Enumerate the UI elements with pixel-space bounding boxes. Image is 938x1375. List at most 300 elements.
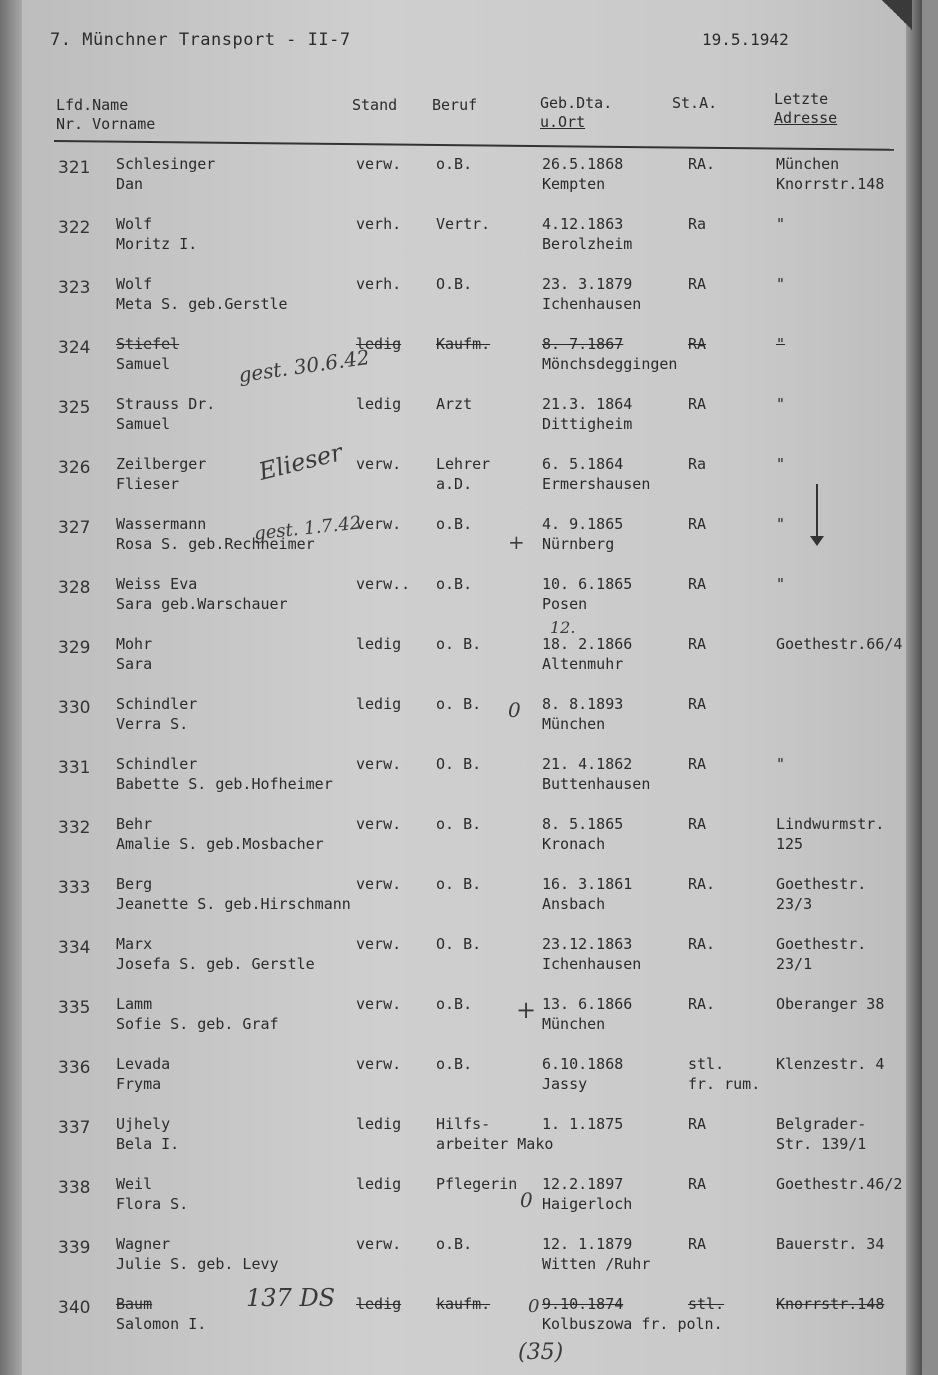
birth-date: 23. 3.1879 xyxy=(542,275,633,293)
handwritten-circle-340: 0 xyxy=(528,1296,540,1317)
occupation xyxy=(436,994,472,1014)
lfd-nr: 339 xyxy=(58,1238,91,1258)
stand-value: verw. xyxy=(356,995,402,1013)
citizenship: RA xyxy=(688,695,707,713)
beruf-value: O. B. xyxy=(436,935,482,953)
birth-place: Kolbuszowa fr. poln. xyxy=(542,1315,723,1333)
occupation xyxy=(436,874,481,894)
surname: Wolf xyxy=(116,215,153,233)
table-row xyxy=(22,212,922,272)
occupation xyxy=(436,1174,517,1194)
surname: Marx xyxy=(116,935,153,953)
table-row xyxy=(22,332,922,392)
surname: Baum xyxy=(116,1295,153,1313)
birth-date: 12.2.1897 xyxy=(542,1175,624,1193)
surname: Levada xyxy=(116,1055,171,1073)
first-name: Sofie S. geb. Graf xyxy=(116,1015,279,1033)
person-name xyxy=(116,394,215,434)
occupation xyxy=(436,694,481,714)
down-arrow-icon xyxy=(816,484,818,544)
surname: Weiss Eva xyxy=(116,575,198,593)
birth-info xyxy=(542,994,632,1034)
marital-status xyxy=(356,814,401,834)
first-name: Fryma xyxy=(116,1075,162,1093)
marital-status xyxy=(356,574,410,594)
occupation xyxy=(436,1054,472,1074)
birth-info xyxy=(542,514,623,554)
beruf-value-line2: a.D. xyxy=(436,475,473,493)
birth-date: 6.10.1868 xyxy=(542,1055,624,1073)
first-name: Dan xyxy=(116,175,144,193)
table-row xyxy=(22,992,922,1052)
surname: Wolf xyxy=(116,275,153,293)
birth-place: Buttenhausen xyxy=(542,775,651,793)
marital-status xyxy=(356,1174,401,1194)
citizenship-cell xyxy=(688,634,706,654)
address-line1: " xyxy=(776,335,786,353)
table-row xyxy=(22,1292,922,1352)
person-name xyxy=(116,214,197,254)
address-line1: Goethestr. xyxy=(776,935,867,953)
occupation xyxy=(436,634,481,654)
row-number xyxy=(58,1118,90,1138)
lfd-nr: 326 xyxy=(58,458,91,478)
citizenship: RA xyxy=(688,575,707,593)
handwritten-circle-338: 0 xyxy=(520,1188,533,1212)
occupation xyxy=(436,214,490,234)
table-row xyxy=(22,452,922,512)
first-name: Salomon I. xyxy=(116,1315,207,1333)
row-number xyxy=(58,338,90,358)
lfd-nr: 332 xyxy=(58,818,91,838)
birth-info xyxy=(542,214,632,254)
birth-date: 1. 1.1875 xyxy=(542,1115,624,1133)
table-row xyxy=(22,512,922,572)
last-address xyxy=(776,334,785,354)
birth-date: 6. 5.1864 xyxy=(542,455,624,473)
last-address xyxy=(776,634,902,654)
table-row xyxy=(22,752,922,812)
person-name xyxy=(116,574,288,614)
lfd-nr: 323 xyxy=(58,278,91,298)
stand-value: verw. xyxy=(356,515,402,533)
first-name: Babette S. geb.Hofheimer xyxy=(116,775,333,793)
handwritten-note-324: gest. 30.6.42 xyxy=(236,344,372,388)
marital-status xyxy=(356,514,401,534)
stand-value: verw. xyxy=(356,935,402,953)
row-number xyxy=(58,458,90,478)
marital-status xyxy=(356,154,401,174)
stand-value: ledig xyxy=(356,635,402,653)
last-address xyxy=(776,214,785,234)
birth-place: Kronach xyxy=(542,835,606,853)
citizenship: RA xyxy=(688,275,707,293)
beruf-value: o. B. xyxy=(436,695,482,713)
person-name xyxy=(116,814,324,854)
address-line1: " xyxy=(776,275,786,293)
stand-value: verw. xyxy=(356,1235,402,1253)
marital-status xyxy=(356,1114,401,1134)
citizenship-cell xyxy=(688,754,706,774)
birth-info xyxy=(542,694,623,734)
stand-value: verw. xyxy=(356,455,402,473)
table-row xyxy=(22,572,922,632)
last-address xyxy=(776,274,785,294)
person-name xyxy=(116,1174,188,1214)
first-name: Verra S. xyxy=(116,715,189,733)
last-address xyxy=(776,154,884,194)
lfd-nr: 321 xyxy=(58,158,91,178)
table-row xyxy=(22,1232,922,1292)
citizenship-cell xyxy=(688,454,706,474)
citizenship-cell xyxy=(688,1294,724,1314)
surname: Mohr xyxy=(116,635,153,653)
row-number xyxy=(58,758,90,778)
citizenship: RA xyxy=(688,515,707,533)
stand-value: ledig xyxy=(356,395,402,413)
row-number xyxy=(58,578,90,598)
first-name: Rosa S. geb.Rechheimer xyxy=(116,535,315,553)
birth-date: 10. 6.1865 xyxy=(542,575,633,593)
last-address xyxy=(776,1114,866,1154)
handwritten-cross-327: + xyxy=(508,530,525,554)
marital-status xyxy=(356,874,401,894)
citizenship-cell xyxy=(688,874,715,894)
beruf-value: O.B. xyxy=(436,275,473,293)
last-address xyxy=(776,574,785,594)
citizenship: RA xyxy=(688,635,707,653)
table-row xyxy=(22,872,922,932)
citizenship-cell xyxy=(688,694,706,714)
marital-status xyxy=(356,394,401,414)
occupation xyxy=(436,934,481,954)
birth-date: 8. 7.1867 xyxy=(542,335,624,353)
birth-date: 16. 3.1861 xyxy=(542,875,633,893)
person-name xyxy=(116,874,351,914)
first-name: Julie S. geb. Levy xyxy=(116,1255,279,1273)
table-row xyxy=(22,632,922,692)
citizenship: RA xyxy=(688,815,707,833)
address-line1: Klenzestr. 4 xyxy=(776,1055,885,1073)
marital-status xyxy=(356,274,401,294)
birth-place: Ermershausen xyxy=(542,475,651,493)
stand-value: ledig xyxy=(356,695,402,713)
address-line2: Knorrstr.148 xyxy=(776,175,885,193)
surname: Schlesinger xyxy=(116,155,216,173)
row-number xyxy=(58,1238,90,1258)
birth-info xyxy=(542,574,632,614)
occupation xyxy=(436,1114,553,1154)
row-number xyxy=(58,518,90,538)
occupation xyxy=(436,154,472,174)
lfd-nr: 337 xyxy=(58,1118,91,1138)
lfd-nr: 325 xyxy=(58,398,91,418)
beruf-value: o. B. xyxy=(436,635,482,653)
address-line1: Oberanger 38 xyxy=(776,995,885,1013)
handwritten-note-35: (35) xyxy=(518,1340,564,1365)
birth-info xyxy=(542,754,650,794)
birth-place: Jassy xyxy=(542,1075,588,1093)
table-row xyxy=(22,272,922,332)
handwritten-note-340: 137 DS xyxy=(246,1284,336,1312)
citizenship: RA xyxy=(688,335,707,353)
lfd-nr: 335 xyxy=(58,998,91,1018)
row-number xyxy=(58,1298,90,1318)
address-line1: " xyxy=(776,395,786,413)
surname: Weil xyxy=(116,1175,153,1193)
transport-list xyxy=(22,152,922,1352)
last-address xyxy=(776,394,785,414)
beruf-value: Pflegerin xyxy=(436,1175,518,1193)
handwritten-note-329: 12. xyxy=(550,618,576,637)
table-row xyxy=(22,932,922,992)
birth-date: 18. 2.1866 xyxy=(542,635,633,653)
document-date: 19.5.1942 xyxy=(702,30,789,49)
birth-date: 13. 6.1866 xyxy=(542,995,633,1013)
surname: Schindler xyxy=(116,695,198,713)
first-name: Sara xyxy=(116,655,153,673)
birth-place: Ichenhausen xyxy=(542,295,642,313)
row-number xyxy=(58,1178,90,1198)
folded-corner-icon xyxy=(882,0,912,30)
marital-status xyxy=(356,454,401,474)
lfd-nr: 328 xyxy=(58,578,91,598)
table-row xyxy=(22,812,922,872)
citizenship: RA xyxy=(688,1115,707,1133)
col-beruf: Beruf xyxy=(432,96,478,114)
first-name: Meta S. geb.Gerstle xyxy=(116,295,288,313)
lfd-nr: 333 xyxy=(58,878,91,898)
col-geb-date: Geb.Dta. xyxy=(540,94,613,112)
occupation xyxy=(436,1234,472,1254)
person-name xyxy=(116,1054,170,1094)
birth-info xyxy=(542,814,623,854)
person-name xyxy=(116,1114,179,1154)
address-line1: " xyxy=(776,515,786,533)
handwritten-note-327: gest. 1.7.42 xyxy=(253,512,363,545)
citizenship-cell xyxy=(688,1234,706,1254)
beruf-value: o. B. xyxy=(436,815,482,833)
handwritten-cross-335: + xyxy=(516,996,537,1024)
lfd-nr: 331 xyxy=(58,758,91,778)
col-sta: St.A. xyxy=(672,94,718,112)
occupation xyxy=(436,1294,490,1314)
birth-info xyxy=(542,154,623,194)
birth-date: 9.10.1874 xyxy=(542,1295,624,1313)
citizenship: RA. xyxy=(688,995,716,1013)
birth-place: Berolzheim xyxy=(542,235,633,253)
table-row xyxy=(22,692,922,752)
birth-info xyxy=(542,1174,632,1214)
first-name: Amalie S. geb.Mosbacher xyxy=(116,835,324,853)
occupation xyxy=(436,334,490,354)
address-line1: " xyxy=(776,575,786,593)
birth-date: 4. 9.1865 xyxy=(542,515,624,533)
citizenship: RA xyxy=(688,1235,707,1253)
person-name xyxy=(116,1294,206,1334)
birth-place: Altenmuhr xyxy=(542,655,624,673)
birth-info xyxy=(542,934,641,974)
person-name xyxy=(116,934,315,974)
surname: Behr xyxy=(116,815,153,833)
birth-place: Ansbach xyxy=(542,895,606,913)
person-name xyxy=(116,274,288,314)
address-line1: " xyxy=(776,455,786,473)
citizenship: Ra xyxy=(688,215,707,233)
stand-value: ledig xyxy=(356,1175,402,1193)
stand-value: verw. xyxy=(356,755,402,773)
last-address xyxy=(776,454,785,474)
address-line1: " xyxy=(776,755,786,773)
lfd-nr: 324 xyxy=(58,338,91,358)
citizenship-cell xyxy=(688,274,706,294)
document-title: 7. Münchner Transport - II-7 xyxy=(50,30,351,50)
last-address xyxy=(776,514,785,534)
marital-status xyxy=(356,1234,401,1254)
occupation xyxy=(436,514,472,534)
lfd-nr: 334 xyxy=(58,938,91,958)
surname: Wassermann xyxy=(116,515,207,533)
last-address xyxy=(776,1234,884,1254)
lfd-nr: 329 xyxy=(58,638,91,658)
birth-info xyxy=(542,394,632,434)
citizenship-cell xyxy=(688,514,706,534)
col-lfd: Lfd. xyxy=(56,96,93,114)
row-number xyxy=(58,938,90,958)
citizenship-cell xyxy=(688,1174,706,1194)
citizenship-line2: fr. rum. xyxy=(688,1075,761,1093)
surname: Wagner xyxy=(116,1235,171,1253)
citizenship-cell xyxy=(688,814,706,834)
occupation xyxy=(436,454,490,494)
stand-value: ledig xyxy=(356,1115,402,1133)
stand-value: verw.. xyxy=(356,575,411,593)
page-left-edge xyxy=(0,0,22,1375)
occupation xyxy=(436,394,472,414)
handwritten-note-326: Elieser xyxy=(255,438,346,486)
address-line2: Str. 139/1 xyxy=(776,1135,867,1153)
surname: Zeilberger xyxy=(116,455,207,473)
beruf-value: o.B. xyxy=(436,1235,473,1253)
col-adr-letzte: Letzte xyxy=(774,90,829,108)
address-line1: " xyxy=(776,215,786,233)
birth-info xyxy=(542,334,677,374)
row-number xyxy=(58,878,90,898)
citizenship-cell xyxy=(688,214,706,234)
last-address xyxy=(776,934,866,974)
row-number xyxy=(58,638,90,658)
beruf-value: o.B. xyxy=(436,995,473,1013)
marital-status xyxy=(356,994,401,1014)
row-number xyxy=(58,998,90,1018)
first-name: Bela I. xyxy=(116,1135,180,1153)
table-row xyxy=(22,1172,922,1232)
birth-date: 4.12.1863 xyxy=(542,215,624,233)
last-address xyxy=(776,1174,902,1194)
first-name: Samuel xyxy=(116,415,171,433)
birth-date: 8. 8.1893 xyxy=(542,695,624,713)
address-line1: Belgrader- xyxy=(776,1115,867,1133)
beruf-value: kaufm. xyxy=(436,1295,491,1313)
person-name xyxy=(116,1234,279,1274)
birth-place: Ichenhausen xyxy=(542,955,642,973)
address-line1: Lindwurmstr. xyxy=(776,815,885,833)
stand-value: verw. xyxy=(356,815,402,833)
first-name: Sara geb.Warschauer xyxy=(116,595,288,613)
first-name: Flieser xyxy=(116,475,180,493)
citizenship: Ra xyxy=(688,455,707,473)
birth-place: Kempten xyxy=(542,175,606,193)
citizenship: RA. xyxy=(688,875,716,893)
citizenship: RA xyxy=(688,395,707,413)
col-vorname: Vorname xyxy=(92,115,156,133)
stand-value: verw. xyxy=(356,155,402,173)
marital-status xyxy=(356,1294,401,1314)
birth-info xyxy=(542,1234,650,1274)
beruf-value-line2: arbeiter Mako xyxy=(436,1135,554,1153)
first-name: Samuel xyxy=(116,355,171,373)
stand-value: ledig xyxy=(356,1295,402,1313)
beruf-value: O. B. xyxy=(436,755,482,773)
stand-value: verh. xyxy=(356,275,402,293)
occupation xyxy=(436,574,472,594)
lfd-nr: 330 xyxy=(58,698,91,718)
document-page xyxy=(22,0,922,1375)
address-line1: München xyxy=(776,155,840,173)
surname: Strauss Dr. xyxy=(116,395,216,413)
birth-place: Haigerloch xyxy=(542,1195,633,1213)
citizenship-cell xyxy=(688,394,706,414)
birth-info xyxy=(542,634,632,674)
header-rule xyxy=(54,140,894,151)
beruf-value: o.B. xyxy=(436,155,473,173)
birth-info xyxy=(542,1114,623,1134)
surname: Lamm xyxy=(116,995,153,1013)
stand-value: ledig xyxy=(356,335,402,353)
marital-status xyxy=(356,214,401,234)
occupation xyxy=(436,754,481,774)
citizenship: RA xyxy=(688,1175,707,1193)
row-number xyxy=(58,818,90,838)
table-row xyxy=(22,392,922,452)
citizenship: stl. xyxy=(688,1295,725,1313)
beruf-value: Hilfs- xyxy=(436,1115,491,1133)
birth-date: 8. 5.1865 xyxy=(542,815,624,833)
beruf-value: Kaufm. xyxy=(436,335,491,353)
surname: Stiefel xyxy=(116,335,180,353)
citizenship-cell xyxy=(688,334,706,354)
row-number xyxy=(58,218,90,238)
birth-place: München xyxy=(542,715,606,733)
row-number xyxy=(58,158,90,178)
address-line1: Bauerstr. 34 xyxy=(776,1235,885,1253)
col-nr: Nr. xyxy=(56,115,84,133)
first-name: Moritz I. xyxy=(116,235,198,253)
citizenship: RA xyxy=(688,755,707,773)
birth-date: 21.3. 1864 xyxy=(542,395,633,413)
handwritten-circle-330: 0 xyxy=(508,698,521,722)
person-name xyxy=(116,694,197,734)
marital-status xyxy=(356,754,401,774)
table-row xyxy=(22,152,922,212)
beruf-value: o.B. xyxy=(436,575,473,593)
address-line1: Goethestr.66/4 xyxy=(776,635,903,653)
birth-info xyxy=(542,874,632,914)
address-line1: Goethestr. xyxy=(776,875,867,893)
surname: Schindler xyxy=(116,755,198,773)
last-address xyxy=(776,994,884,1014)
stand-value: verw. xyxy=(356,875,402,893)
